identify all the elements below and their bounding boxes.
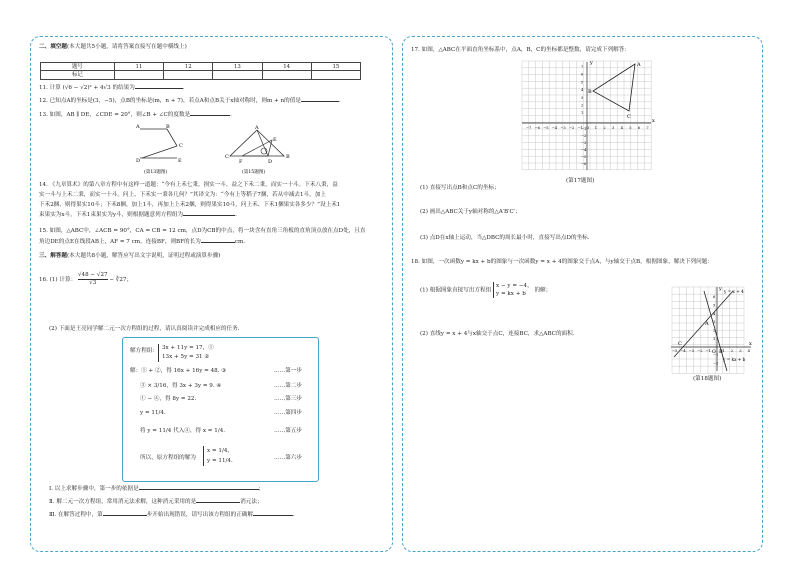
- answer-table-header-cell: 题号: [41, 63, 115, 71]
- tick-label: −3: [688, 349, 695, 353]
- q17-sub3: (3) 点D在x轴上运动，当△DBC的周长最小时，直接写出点D的坐标.: [420, 235, 590, 241]
- task3-answer-blank[interactable]: [253, 515, 293, 516]
- answer-cell[interactable]: [311, 71, 360, 80]
- task-2: [49, 499, 263, 506]
- tick-label: 1: [581, 111, 584, 116]
- solution-step5-c: 代入④，得 x =: [173, 428, 213, 434]
- answer-cell[interactable]: [213, 71, 262, 80]
- figure-15: [224, 122, 294, 177]
- q18-sub1-eq2: y = kx + b: [496, 291, 526, 297]
- tick-label: 6: [713, 295, 716, 299]
- q15-line1: 15. 如图，△ABC中，∠ACB = 90°，CA = CB = 12 cm，点D为CB的中点，将一块含有直角三角板的直角顶点放在点D处，且直: [39, 228, 366, 234]
- section2-title: 二、填空题: [39, 44, 67, 50]
- solution-final-x: x = 1/4，: [207, 448, 233, 454]
- question-13: 13. 如图，AB ∥ DE，∠CDE = 20°，则∠B + ∠C的度数是 .: [39, 112, 232, 118]
- tick-label: −1: [705, 349, 711, 353]
- tick-label: −1: [577, 126, 583, 130]
- q15-answer-blank[interactable]: [201, 242, 235, 243]
- q17-grid-lines: [522, 61, 651, 170]
- solution-system: [158, 344, 214, 362]
- fig15-caption: (第15题图): [242, 170, 266, 175]
- tick-label: 1: [713, 337, 716, 341]
- fig15-label-e: E: [273, 137, 277, 143]
- task-3: [49, 512, 295, 519]
- fig13-label-c: C: [179, 143, 183, 149]
- q18-sub1-d: 的解；: [534, 287, 552, 294]
- q18-line1-label: y = x + 4: [724, 289, 744, 294]
- tick-label: 3: [739, 349, 742, 353]
- q18-sub1-eq1: x − y = −4，: [496, 283, 533, 289]
- answer-cell[interactable]: [164, 71, 213, 80]
- answer-cell[interactable]: [262, 71, 311, 80]
- question-14-last: 束果实为x斗，下禾1束果实为y斗，则根据题意列方程组为 .: [39, 212, 237, 218]
- solution-step5-d: 1/4.: [214, 428, 226, 434]
- q11-suffix: 的结果为: [112, 85, 135, 91]
- q18-label-b: B: [719, 349, 723, 355]
- solution-tag6: ……第六步: [274, 455, 302, 461]
- q16-2-text: (2) 下面是王亮同学解二元一次方程组的过程，请认真阅读并完成相应的任务.: [49, 326, 240, 332]
- tick-label: −2: [713, 361, 719, 366]
- task1-text: Ⅰ. 以上求解步骤中，第一步的依据是: [49, 486, 139, 492]
- tick-label: −5: [672, 349, 678, 353]
- tick-label: −5: [543, 126, 549, 130]
- solution-step4-a: y =: [140, 410, 150, 416]
- tick-label: O: [586, 126, 590, 130]
- q17-sub2: (2) 画出△ABC关于y轴对称的△A′B′C′；: [420, 209, 521, 215]
- q18-sub2: (2) 直线y = x + 4与x轴交于点C，连接BC，求△ABC的面积.: [420, 331, 575, 337]
- q18-coordinate-grid: [669, 285, 753, 375]
- tick-label: −6: [534, 126, 540, 130]
- fig13-label-e: E: [178, 158, 182, 164]
- q16-1-prefix: 16. (1) 计算：: [39, 277, 77, 283]
- answer-table-row-label: 标记: [41, 71, 115, 80]
- fig15-label-b: B: [286, 154, 290, 160]
- solution-eq1: 3x + 11y = 17，①: [162, 345, 214, 351]
- q11-expression: (√6 − √2)² + 4√3: [62, 85, 111, 91]
- q12-text: 12. 已知点A的坐标是(3，−5)，点B的坐标是(m，n + 7)，若点A和点B关于x轴对称时，则m + n的值是: [39, 98, 301, 104]
- answer-table-header-cell: 14: [262, 63, 311, 71]
- fig15-label-f: F: [239, 159, 243, 165]
- solution-step4: [140, 410, 166, 417]
- tick-label: 4: [713, 311, 716, 316]
- q17-coordinate-grid: [519, 58, 655, 178]
- solution-step3: ① − ④，得 8y = 22.: [140, 396, 197, 402]
- solution-step4-b: 11/4.: [151, 410, 166, 416]
- q18-text: 18. 如图，一次函数y = kx + b的图象与一次函数y = x + 4的图象交于点A，与y轴交于点B，根据图象，解决下列问题：: [411, 259, 713, 265]
- answer-table-header-cell: 11: [114, 63, 163, 71]
- q17-x-ticks: [526, 126, 649, 130]
- section3-heading: [39, 253, 220, 260]
- fig15-label-a: A: [255, 125, 259, 131]
- fig13-label-b: B: [166, 124, 170, 130]
- q12-answer-blank[interactable]: [301, 101, 339, 102]
- tick-label: −1: [581, 127, 587, 131]
- tick-label: −4: [680, 349, 686, 353]
- solution-head: 解方程组：: [130, 348, 158, 354]
- tick-label: 4: [620, 126, 623, 130]
- q18-label-a: A: [705, 321, 709, 327]
- question-11: 11. 计算 (√6 − √2)² + 4√3 的结果为 .: [39, 85, 185, 91]
- tick-label: 5: [713, 303, 716, 308]
- section3-title: 三、解答题: [39, 253, 67, 259]
- task1-answer-blank[interactable]: [139, 489, 259, 490]
- q14-line3: 下禾2捆，则得果实10斗；下禾8捆，加上1斗，再加上上禾2捆，则得果实10斗，问上禾、下禾1捆果实各多少？”设上禾1: [39, 202, 341, 208]
- q17-triangle-abc: [593, 64, 635, 111]
- tick-label: 5: [629, 126, 632, 130]
- tick-label: −4: [551, 126, 558, 130]
- q11-answer-blank[interactable]: [135, 88, 183, 89]
- q18-line2-label: y = kx + b: [723, 357, 746, 362]
- q11-prefix: 11. 计算: [39, 85, 61, 91]
- solution-step1: 解：① + ②，得 16x + 16y = 48. ③: [130, 368, 227, 374]
- q18-axis-x-label: x: [749, 341, 752, 347]
- task3-text-c: .: [293, 512, 295, 518]
- q14-line2: 实一斗与上禾二秉，而实一十斗。问上、下禾实一秉各几何？”其译文为：“今有上等稻子7捆，若从中减去1斗，加上: [39, 192, 326, 198]
- q13-answer-blank[interactable]: [190, 115, 230, 116]
- q15-unit: cm.: [234, 239, 246, 245]
- tick-label: 6: [581, 72, 584, 77]
- answer-table-header-cell: 13: [213, 63, 262, 71]
- question-15-last: [39, 239, 245, 246]
- q14-line1: 14. 《九章算术》的第八章方程中有这样一道题：“今有上禾七秉，损实一斗，益之下禾二秉，而实一十斗。下禾八秉，益: [39, 182, 338, 188]
- q13-text: 13. 如图，AB ∥ DE，∠CDE = 20°，则∠B + ∠C的度数是: [39, 112, 191, 118]
- fig13-caption: (第13题图): [144, 170, 168, 175]
- task2-answer-blank[interactable]: [196, 502, 240, 503]
- task3-text-a: Ⅲ. 在解答过程中，第: [49, 512, 103, 518]
- task3-text-b: 步开始出现错误，请写出该方程组的正确解: [146, 512, 253, 518]
- q18-sub1-a: (1) 根据图象直接写出方程组: [420, 287, 492, 294]
- answer-table-header-cell: 12: [164, 63, 213, 71]
- tick-label: 6: [637, 126, 641, 130]
- q17-text: 17. 如图，△ABC在平面直角坐标系中，点A，B，C的坐标都是整数，请完成下列解答：: [411, 47, 630, 53]
- q18-caption: (第18题图): [693, 376, 722, 382]
- tick-label: 1: [722, 349, 725, 353]
- answer-table: [40, 62, 361, 80]
- q17-caption: (第17题图): [566, 178, 595, 184]
- tick-label: −6: [581, 162, 587, 166]
- q17-sub1: (1) 直接写出点B和点C的坐标；: [420, 185, 500, 191]
- q17-axis-y-label: y: [590, 60, 593, 66]
- tick-label: −3: [581, 141, 587, 145]
- solution-final-y: y = 11/4.: [207, 458, 233, 464]
- tick-label: 5: [581, 80, 584, 85]
- solution-step5-a: 将 y =: [140, 428, 157, 434]
- answer-table-header-cell: 15: [311, 63, 360, 71]
- question-12: 12. 已知点A的坐标是(3，−5)，点B的坐标是(m，n + 7)，若点A和点B关于x轴对称时，则m + n的值是 .: [39, 98, 341, 104]
- tick-label: 3: [713, 320, 716, 325]
- section2-note: (本大题共5小题，请将答案直接写在题中横线上): [66, 44, 187, 50]
- q14-answer-blank[interactable]: [183, 215, 235, 216]
- section3-note: (本大题共8小题，解答应写出文字说明，证明过程或演算步骤): [66, 253, 221, 259]
- solution-tag3: ……第三步: [274, 396, 302, 402]
- tick-label: −2: [581, 134, 587, 138]
- q14-line4: 束果实为x斗，下禾1束果实为y斗，则根据题意列方程组为: [39, 212, 184, 218]
- task2-text-a: Ⅱ. 解二元一次方程组，常用消元法求解，这种消元采用的是: [49, 499, 197, 505]
- q18-sub1: [420, 282, 551, 298]
- solution-tag2: ……第二步: [274, 383, 302, 389]
- q16-1-suffix: − ∛27；: [109, 277, 133, 283]
- tick-label: 1: [594, 126, 598, 130]
- tick-label: −1: [713, 353, 719, 357]
- q17-label-c: C: [627, 114, 631, 120]
- q17-axis-x-label: x: [652, 118, 655, 124]
- tick-label: −4: [581, 148, 587, 152]
- solution-final-system: [203, 446, 233, 466]
- solution-step6: 所以，原方程组的解为: [140, 455, 196, 461]
- q16-1-numerator: √48 − √27: [77, 272, 108, 278]
- tick-label: 4: [581, 88, 584, 93]
- task2-text-b: 消元法；: [240, 499, 263, 505]
- q18-label-c: C: [678, 341, 682, 347]
- solution-eq2: 13x + 5y = 31 ②: [162, 354, 210, 360]
- tick-label: 2: [730, 349, 734, 353]
- fig15-label-c: C: [225, 154, 229, 160]
- figure-13: [132, 120, 192, 175]
- q16-1-denominator: √3: [89, 280, 97, 286]
- solution-step5: [140, 428, 225, 435]
- q15-line2: 角边DE的点E在线段AB上，AF = 7 cm，连接BF，则BF的长为: [39, 239, 201, 245]
- tick-label: −2: [569, 126, 575, 130]
- tick-label: −5: [581, 155, 587, 159]
- section2-heading: [39, 44, 187, 51]
- task3-step-blank[interactable]: [103, 515, 147, 516]
- solution-tag1: ……第一步: [274, 368, 302, 374]
- fig15-label-d: D: [268, 159, 273, 165]
- tick-label: 2: [603, 126, 606, 130]
- tick-label: −2: [697, 349, 703, 353]
- tick-label: 4: [747, 349, 750, 353]
- q17-label-a: A: [637, 62, 641, 68]
- solution-step5-b: 11/4: [158, 428, 172, 434]
- tick-label: 2: [581, 103, 584, 108]
- tick-label: 7: [646, 126, 649, 130]
- tick-label: 3: [612, 126, 615, 130]
- solution-step2: ③ × 3/16，得 3x + 3y = 9. ④: [140, 383, 222, 389]
- tick-label: 3: [581, 95, 584, 100]
- q18-label-o: O: [712, 350, 716, 355]
- tick-label: −7: [526, 126, 532, 130]
- question-16-1: [39, 272, 132, 287]
- q17-label-b: B: [588, 89, 592, 95]
- tick-label: −3: [560, 126, 566, 130]
- fig13-label-a: A: [136, 124, 140, 130]
- answer-cell[interactable]: [114, 71, 163, 80]
- tick-label: 2: [713, 328, 716, 333]
- solution-tag5: ……第五步: [274, 428, 302, 434]
- q18-axis-y-label: y: [719, 286, 722, 292]
- task-1: Ⅰ. 以上求解步骤中，第一步的依据是 ;: [49, 486, 261, 492]
- tick-label: 7: [581, 65, 584, 69]
- solution-tag4: ……第四步: [274, 410, 302, 416]
- fig13-label-d: D: [136, 158, 141, 164]
